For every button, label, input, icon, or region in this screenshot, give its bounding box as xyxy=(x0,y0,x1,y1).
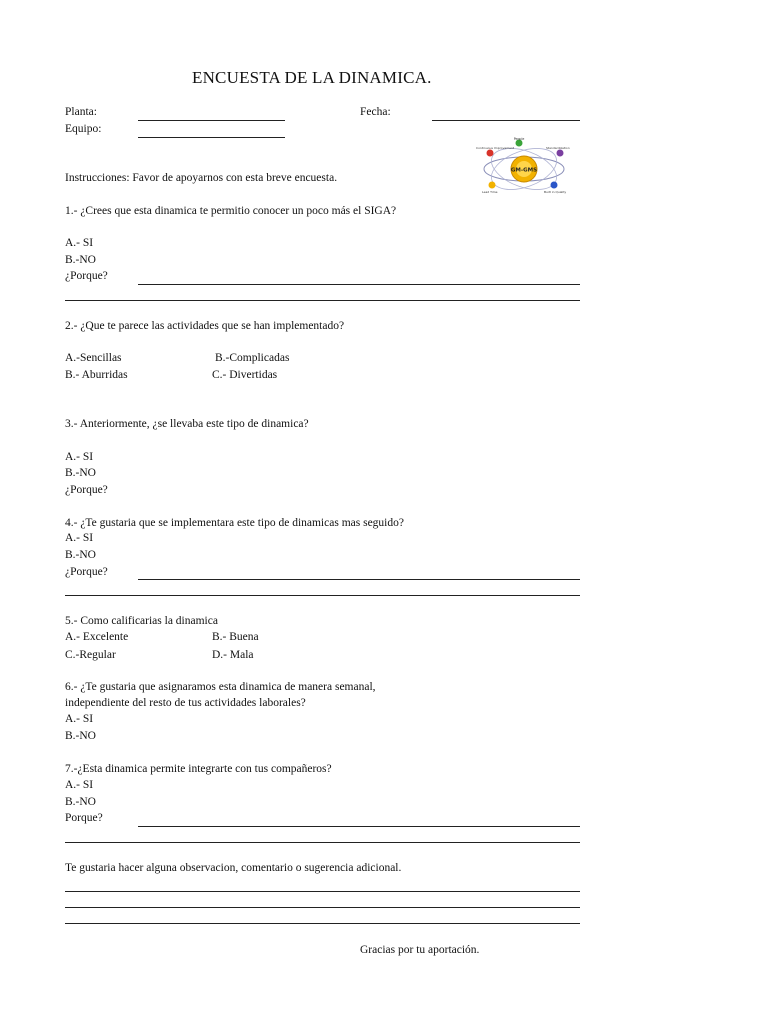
logo-center-text: GM-GMS xyxy=(510,167,538,174)
q3-why-label: ¿Porque? xyxy=(65,484,108,496)
q4-answer-line-1[interactable] xyxy=(138,579,580,580)
question-6-line-1: 6.- ¿Te gustaria que asignaramos esta dinamica de manera semanal, xyxy=(65,681,376,693)
q2-option-d[interactable]: C.- Divertidas xyxy=(212,369,278,381)
question-4: 4.- ¿Te gustaria que se implementara este tipo de dinamicas mas seguido? xyxy=(65,517,404,529)
q1-option-b[interactable]: B.-NO xyxy=(65,254,96,266)
question-2: 2.- ¿Que te parece las actividades que se han implementado? xyxy=(65,320,345,332)
question-1: 1.- ¿Crees que esta dinamica te permitio conocer un poco más el SIGA? xyxy=(65,205,397,217)
question-5: 5.- Como calificarias la dinamica xyxy=(65,615,218,627)
gm-gms-logo-image xyxy=(474,135,584,197)
logo-label-continuous: Continuous Improvement xyxy=(476,146,515,150)
q7-answer-line-2[interactable] xyxy=(65,842,580,843)
q5-option-c[interactable]: C.-Regular xyxy=(65,649,116,661)
q2-option-b[interactable]: B.-Complicadas xyxy=(215,352,290,364)
q1-answer-line-1[interactable] xyxy=(138,284,580,285)
q4-why-label: ¿Porque? xyxy=(65,566,108,578)
q2-option-c[interactable]: B.- Aburridas xyxy=(65,369,128,381)
thanks-text: Gracias por tu aportación. xyxy=(360,944,480,956)
q7-option-b[interactable]: B.-NO xyxy=(65,796,96,808)
comments-line-1[interactable] xyxy=(65,891,580,892)
comments-prompt: Te gustaria hacer alguna observacion, comentario o sugerencia adicional. xyxy=(65,862,402,874)
logo-label-quality: Built in Quality xyxy=(544,190,567,194)
equipo-field[interactable] xyxy=(138,137,285,138)
q3-option-b[interactable]: B.-NO xyxy=(65,467,96,479)
q1-answer-line-2[interactable] xyxy=(65,300,580,301)
fecha-field[interactable] xyxy=(432,120,580,121)
q3-option-a[interactable]: A.- SI xyxy=(65,451,94,463)
question-6-line-2: independiente del resto de tus actividades laborales? xyxy=(65,697,306,709)
logo-label-people: People xyxy=(513,137,525,141)
comments-line-2[interactable] xyxy=(65,907,580,908)
q6-option-a[interactable]: A.- SI xyxy=(65,713,94,725)
q7-answer-line-1[interactable] xyxy=(138,826,580,827)
q5-option-d[interactable]: D.- Mala xyxy=(212,649,254,661)
equipo-label: Equipo: xyxy=(65,123,102,135)
planta-label: Planta: xyxy=(65,106,97,118)
page-title: ENCUESTA DE LA DINAMICA. xyxy=(192,68,432,87)
question-3: 3.- Anteriormente, ¿se llevaba este tipo de dinamica? xyxy=(65,418,309,430)
q5-option-b[interactable]: B.- Buena xyxy=(212,631,259,643)
instructions-text: Instrucciones: Favor de apoyarnos con esta breve encuesta. xyxy=(65,172,338,184)
q4-answer-line-2[interactable] xyxy=(65,595,580,596)
q7-option-a[interactable]: A.- SI xyxy=(65,779,94,791)
logo-label-standardization: Standardization xyxy=(546,146,570,150)
q1-option-a[interactable]: A.- SI xyxy=(65,237,94,249)
q2-option-a[interactable]: A.-Sencillas xyxy=(65,352,122,364)
q7-why-label: Porque? xyxy=(65,812,103,824)
q1-why-label: ¿Porque? xyxy=(65,270,108,282)
q6-option-b[interactable]: B.-NO xyxy=(65,730,96,742)
fecha-label: Fecha: xyxy=(360,106,391,118)
q4-option-b[interactable]: B.-NO xyxy=(65,549,96,561)
planta-field[interactable] xyxy=(138,120,285,121)
q5-option-a[interactable]: A.- Excelente xyxy=(65,631,129,643)
q4-option-a[interactable]: A.- SI xyxy=(65,532,94,544)
comments-line-3[interactable] xyxy=(65,923,580,924)
logo-label-leadtime: Lead Time xyxy=(482,190,498,194)
question-7: 7.-¿Esta dinamica permite integrarte con tus compañeros? xyxy=(65,763,332,775)
